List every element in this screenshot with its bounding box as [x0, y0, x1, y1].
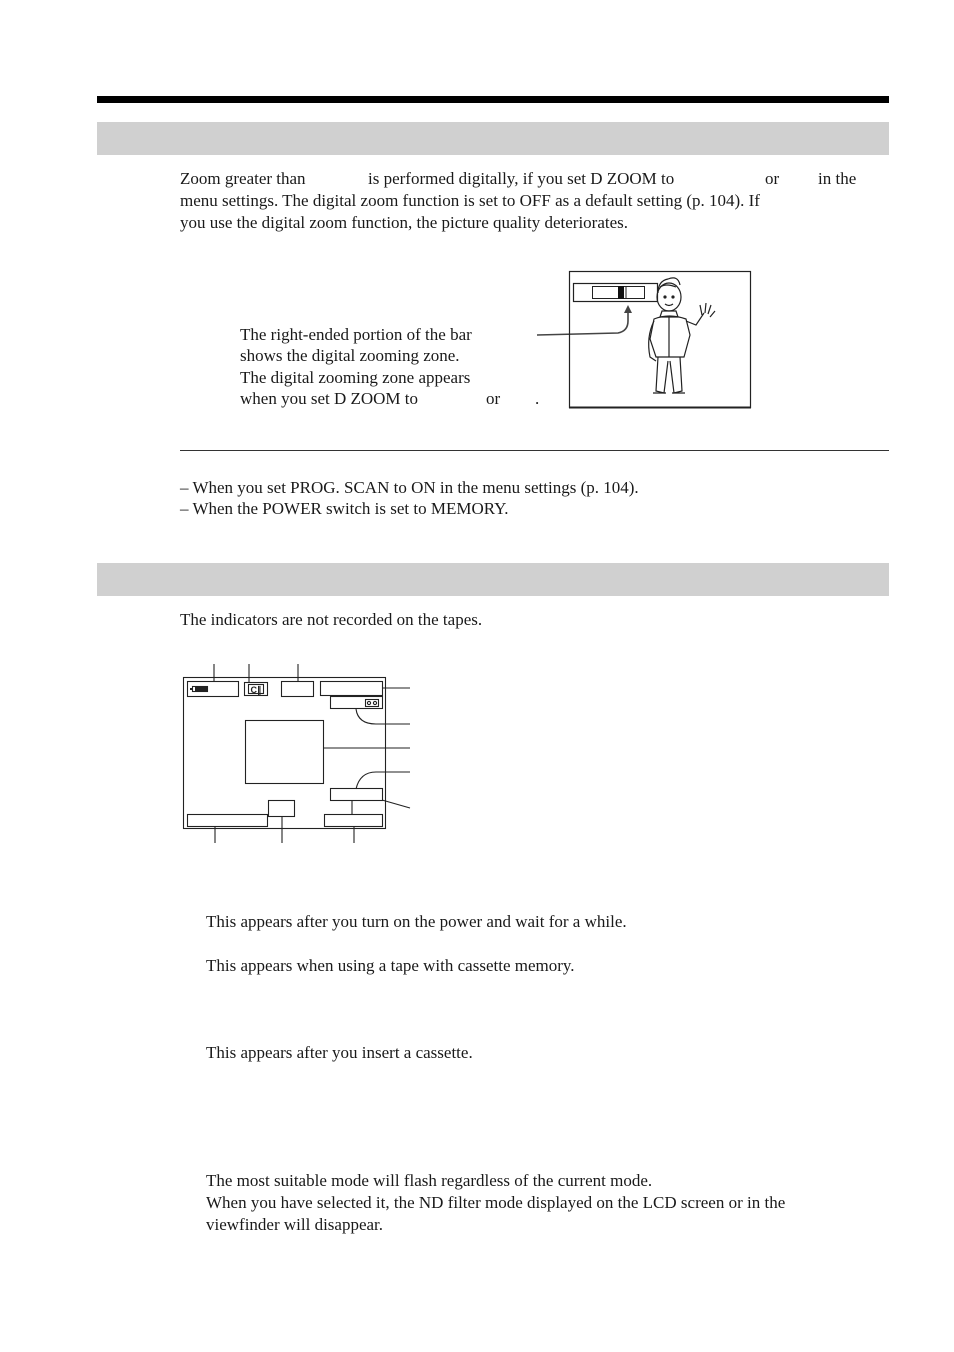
screen-frame	[184, 678, 386, 829]
leader-arrowhead	[624, 305, 632, 313]
indicator-description: This appears after you turn on the power and wait for a while.	[206, 912, 627, 931]
leader-line	[537, 311, 628, 335]
zoom-intro-line: menu settings. The digital zoom function is set to OFF as a default setting (p. 104). If	[180, 191, 760, 210]
indicator-description: The most suitable mode will flash regardless of the current mode.	[206, 1171, 653, 1190]
zoom-illustration	[520, 265, 760, 415]
callout-line: shows the digital zooming zone.	[240, 346, 460, 365]
header-rule	[97, 96, 889, 103]
callout-leader	[382, 800, 410, 808]
zoom-intro-line: you use the digital zoom function, the picture quality deteriorates.	[180, 213, 629, 232]
note-item: – When you set PROG. SCAN to ON in the menu settings (p. 104).	[180, 478, 639, 497]
zoom-intro-fragment: in the	[818, 169, 857, 188]
callout-line: The digital zooming zone appears	[240, 368, 471, 387]
zoom-bar	[574, 284, 658, 302]
indicator-screen-diagram	[180, 660, 420, 850]
tape-counter-box	[321, 682, 383, 696]
indicator-description: This appears when using a tape with cassette memory.	[206, 956, 575, 975]
zoom-intro-fragment: or	[765, 169, 780, 188]
indicator-description: This appears after you insert a cassette.	[206, 1043, 473, 1062]
section-header-band-zoom	[97, 122, 889, 155]
callout-line: .	[535, 389, 540, 408]
bottom-right-box	[325, 815, 383, 827]
callout-leader	[356, 709, 410, 724]
recording-mode-box	[282, 682, 314, 697]
right-indicator-box	[331, 789, 383, 801]
waving-man-figure	[649, 278, 715, 393]
zoom-intro-fragment: is performed digitally, if you set D ZOOM to	[368, 169, 675, 188]
indicators-intro: The indicators are not recorded on the tapes.	[180, 610, 483, 629]
center-info-box	[246, 721, 324, 784]
callout-line: The right-ended portion of the bar	[240, 325, 472, 344]
callout-leader	[356, 772, 410, 789]
cassette-memory-icon: C∥	[250, 685, 262, 695]
bottom-middle-box	[269, 801, 295, 817]
callout-line: when you set D ZOOM to	[240, 389, 419, 408]
indicator-description: When you have selected it, the ND filter mode displayed on the LCD screen or in the	[206, 1193, 786, 1212]
notes-divider	[180, 450, 889, 451]
zoom-intro-fragment: Zoom greater than	[180, 169, 306, 188]
note-item: – When the POWER switch is set to MEMORY.	[180, 499, 509, 518]
bottom-left-box	[188, 815, 268, 827]
callout-line: or	[486, 389, 501, 408]
indicator-description: viewfinder will disappear.	[206, 1215, 384, 1234]
section-header-band-indicators	[97, 563, 889, 596]
